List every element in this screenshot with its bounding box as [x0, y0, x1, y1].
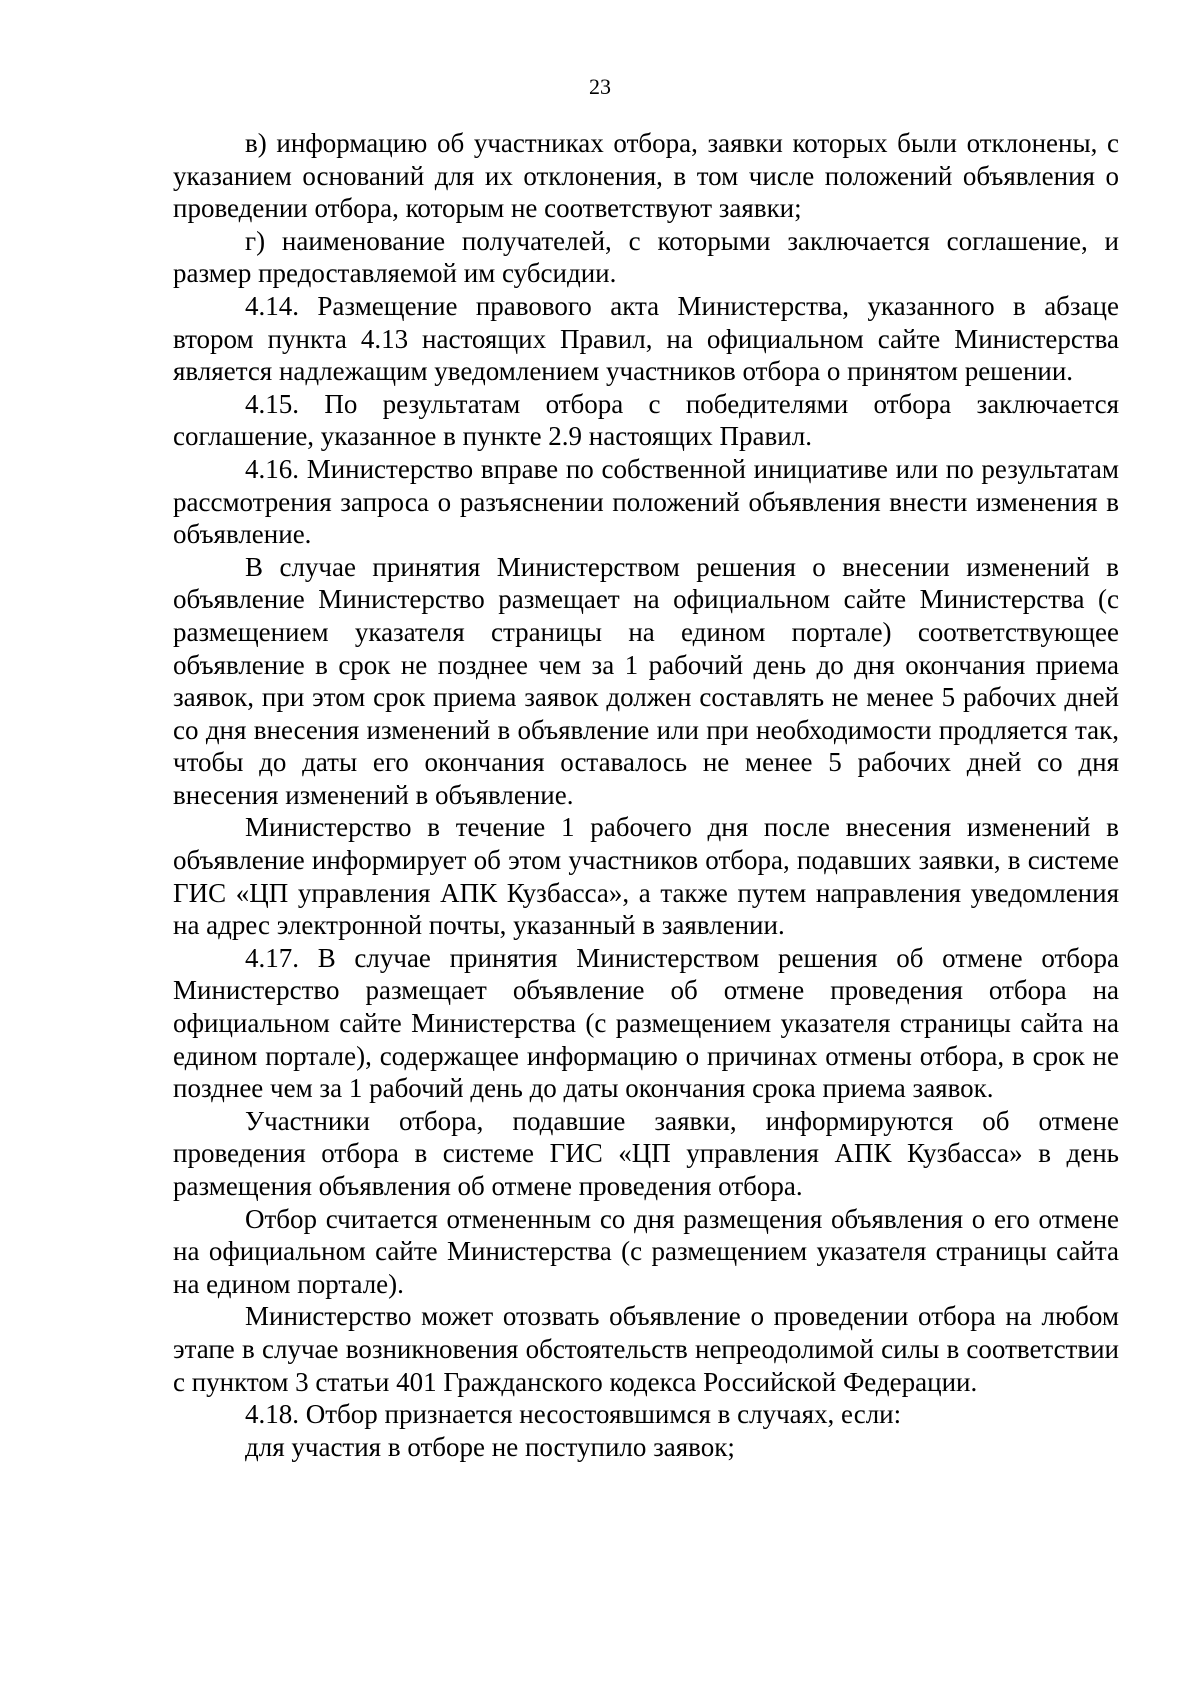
paragraph-cancel-effective: Отбор считается отмененным со дня размещения объявления о его отмене на официальном сайте Министерства (с размещением указателя страницы сайта на едином портале). [173, 1203, 1119, 1299]
paragraph-cancel-notification: Участники отбора, подавшие заявки, информируются об отмене проведения отбора в системе ГИС «ЦП управления АПК Кузбасса» в день размещения объявления об отмене проведения отбора. [173, 1105, 1119, 1201]
paragraph-force-majeure: Министерство может отозвать объявление о проведении отбора на любом этапе в случае возникновения обстоятельств непреодолимой силы в соответствии с пунктом 3 статьи 401 Гражданского кодекса Российской Федерации. [173, 1301, 1119, 1397]
page-number: 23 [589, 74, 611, 99]
paragraph-4-18: 4.18. Отбор признается несостоявшимся в случаях, если: [245, 1399, 902, 1430]
paragraph-no-applications: для участия в отборе не поступило заявок; [245, 1431, 735, 1462]
document-body [173, 127, 1119, 1463]
paragraph-changes-notification: Министерство в течение 1 рабочего дня после внесения изменений в объявление информирует об этом участников отбора, подавших заявки, в системе ГИС «ЦП управления АПК Кузбасса», а также путем направления уведомления на адрес электронной почты, указанный в заявлении. [173, 812, 1119, 941]
paragraph-4-17: 4.17. В случае принятия Министерством решения об отмене отбора Министерство размещает объявление об отмене проведения отбора на официальном сайте Министерства (с размещением указателя страницы сайта на едином портале), содержащее информацию о причинах отмены отбора, в срок не позднее чем за 1 рабочий день до даты окончания срока приема заявок. [173, 942, 1119, 1104]
paragraph-item-g: г) наименование получателей, с которыми заключается соглашение, и размер предоставляемой им субсидии. [173, 225, 1119, 289]
paragraph-4-14: 4.14. Размещение правового акта Министерства, указанного в абзаце втором пункта 4.13 настоящих Правил, на официальном сайте Министерства является надлежащим уведомлением участников отбора о принятом решении. [173, 290, 1119, 387]
paragraph-4-15: 4.15. По результатам отбора с победителями отбора заключается соглашение, указанное в пункте 2.9 настоящих Правил. [173, 388, 1119, 452]
paragraph-4-16: 4.16. Министерство вправе по собственной инициативе или по результатам рассмотрения запроса о разъяснении положений объявления внести изменения в объявление. [173, 453, 1119, 550]
paragraph-item-v: в) информацию об участниках отбора, заявки которых были отклонены, с указанием оснований для их отклонения, в том числе положений объявления о проведении отбора, которым не соответствуют заявки; [173, 128, 1119, 224]
paragraph-changes-publication: В случае принятия Министерством решения о внесении изменений в объявление Министерство размещает на официальном сайте Министерства (с размещением указателя страницы на едином портале) соответствующее объявление в срок не позднее чем за 1 рабочий день до дня окончания приема заявок, при этом срок приема заявок должен составлять не менее 5 рабочих дней со дня внесения изменений в объявление или при необходимости продляется так, чтобы до даты его окончания оставалось не менее 5 рабочих дней со дня внесения изменений в объявление. [173, 551, 1119, 810]
